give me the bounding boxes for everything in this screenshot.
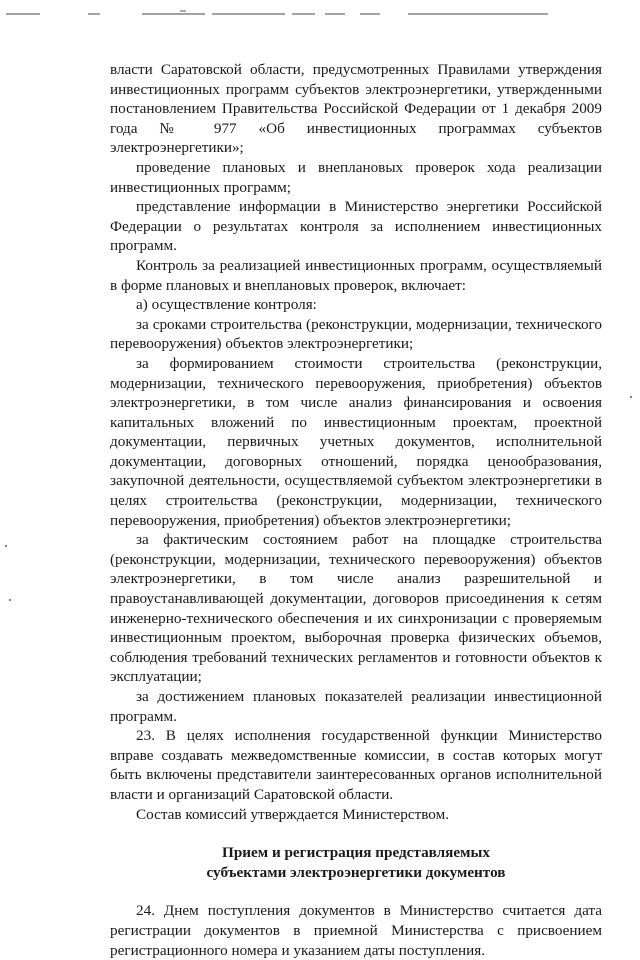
document-body <box>110 60 602 960</box>
scan-artifact-lines <box>0 0 640 30</box>
paragraph: за формированием стоимости строительства (реконструкции, модернизации, технического перевооружения, приобретения) объектов электроэнергетики, в том числе анализ финансирования и освоения капитальных вложений по инвестиционным проектам, проектной документации, первичных учетных документов, исполнительной документации, договорных отношений, порядка ценообразования, закупочной деятельности, осуществляемой субъектом электроэнергетики в целях строительства (реконструкции, модернизации, технического перевооружения, приобретения) объектов электроэнергетики; <box>110 354 602 529</box>
section-heading <box>110 843 602 882</box>
scan-artifact-dot-right <box>626 392 636 402</box>
scan-artifact-dots <box>0 540 14 610</box>
section-heading-line2: субъектами электроэнергетики документов <box>206 863 506 881</box>
paragraph: за фактическим состоянием работ на площадке строительства (реконструкции, модернизации, технического перевооружения) объектов электроэнергетики, в том числе анализ разрешительной и правоустанавливающей документации, договоров присоединения к сетям инженерно-технического обеспечения и их синхронизации с проверяемым инвестиционным проектом, выборочная проверка физических объемов, соблюдения требований технических регламентов и готовности объектов к эксплуатации; <box>110 531 602 686</box>
paragraph: представление информации в Министерство энергетики Российской Федерации о результатах контроля за исполнением инвестиционных программ. <box>110 198 602 255</box>
paragraph: за сроками строительства (реконструкции, модернизации, технического перевооружения) объектов электроэнергетики; <box>110 315 602 353</box>
paragraph-final: 24. Днем поступления документов в Министерство считается дата регистрации документов в приемной Министерства с присвоением регистрационного номера и указанием даты поступления. <box>110 902 602 959</box>
paragraph: власти Саратовской области, предусмотренных Правилами утверждения инвестиционных программ субъектов электроэнергетики, утвержденными постановлением Правительства Российской Федерации от 1 декабря 2009 года № 977 «Об инвестиционных программах субъектов электроэнергетики»; <box>110 61 602 157</box>
paragraph: проведение плановых и внеплановых проверок хода реализации инвестиционных программ; <box>110 158 602 196</box>
paragraph: Состав комиссий утверждается Министерством. <box>136 805 450 823</box>
paragraph: 23. В целях исполнения государственной функции Министерство вправе создавать межведомственные комиссии, в состав которых могут быть включены представители заинтересованных органов исполнительной власти и организаций Саратовской области. <box>110 727 602 803</box>
paragraph: а) осуществление контроля: <box>136 296 317 314</box>
section-heading-line1: Прием и регистрация представляемых <box>222 844 490 862</box>
paragraph: Контроль за реализацией инвестиционных программ, осуществляемый в форме плановых и внеплановых проверок, включает: <box>110 256 602 294</box>
paragraph: за достижением плановых показателей реализации инвестиционной программ. <box>110 688 602 725</box>
